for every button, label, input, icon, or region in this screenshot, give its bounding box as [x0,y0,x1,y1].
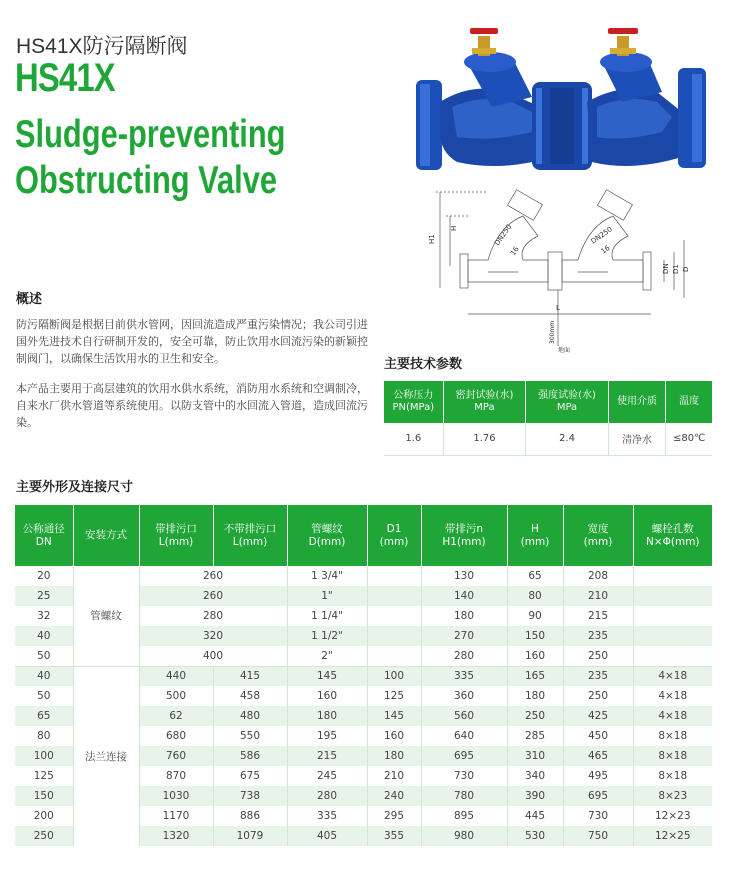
dims-col-header: 宽度 (mm) [563,505,633,566]
dims-col-header: D1 (mm) [367,505,421,566]
table-row: 50 500 458 160 125 360 180 250 4×18 [15,686,712,706]
dims-col-header: 螺栓孔数 N×Φ(mm) [633,505,712,566]
model-number: HS41X [15,56,115,100]
dims-col-header: 公称通径 DN [15,505,73,566]
tech-col-seal-test: 密封试验(水) MPa [443,381,526,423]
table-row: 250 1320 1079 405 355 980 530 750 12×25 [15,826,712,846]
label-h: H [450,225,458,231]
label-d1: D1 [672,264,680,274]
table-row: 150 1030 738 280 240 780 390 695 8×23 [15,786,712,806]
tech-col-medium: 使用介质 [608,381,666,423]
english-title [15,112,285,204]
label-dn250-right: DN250 [589,225,614,246]
overview-paragraph-1: 防污隔断阀是根据目前供水管网，因回流造成严重污染情况；我公司引进国外先进技术自行研制开发的，安全可靠，防止饮用水回流污染的新颖控制阀门，以确保生活饮用水的卫生和安全。 [16,318,368,365]
product-cn-title: HS41X防污隔断阀 [16,35,188,58]
table-row: 20 管螺纹 260 1 3/4" 130 65 208 [15,566,712,586]
label-16-right: 16 [599,243,612,256]
table-row: 25 260 1" 140 80 210 [15,586,712,606]
dimension-drawing [428,186,698,356]
table-row: 100 760 586 215 180 695 310 465 8×18 [15,746,712,766]
label-dn: DN [662,263,670,274]
tech-params-heading: 主要技术参数 [384,357,463,372]
dimensions-heading: 主要外形及连接尺寸 [16,480,134,495]
dims-col-header: 带排污口 L(mm) [139,505,213,566]
table-row: 40 法兰连接 440 415 145 100 335 165 235 4×18 [15,666,712,686]
dims-col-header: 不带排污口 L(mm) [213,505,287,566]
table-row: 40 320 1 1/2" 270 150 235 [15,626,712,646]
dimensions-table [15,505,712,846]
dims-col-header: 管螺纹 D(mm) [287,505,367,566]
english-title-line-1: Sludge-preventing [15,113,286,156]
label-dn250-left: DN250 [493,222,514,248]
label-l: L [556,304,560,312]
table-row: 125 870 675 245 210 730 340 495 8×18 [15,766,712,786]
tech-row: 1.6 1.76 2.4 清净水 ≤80℃ [384,423,712,455]
tech-col-temperature: 温度 [666,381,712,423]
label-ground: 地面 [558,347,571,354]
install-method-flange: 法兰连接 [73,666,139,846]
table-row: 80 680 550 195 160 640 285 450 8×18 [15,726,712,746]
tech-col-pressure: 公称压力 PN(MPa) [384,381,443,423]
dims-col-header: 带排污n H1(mm) [421,505,507,566]
table-row: 50 400 2" 280 160 250 [15,646,712,666]
table-row: 32 280 1 1/4" 180 90 215 [15,606,712,626]
table-row: 200 1170 886 335 295 895 445 730 12×23 [15,806,712,826]
overview-heading: 概述 [16,292,43,307]
overview-paragraph-2: 本产品主要用于高层建筑的饮用水供水系统，消防用水系统和空调制冷，自来水厂供水管道等系统使用。以防支管中的水回流入管道，造成回流污染。 [16,382,368,429]
label-300mm: 300mm [549,320,556,344]
install-method-thread: 管螺纹 [73,566,139,666]
table-row: 65 62 480 180 145 560 250 425 4×18 [15,706,712,726]
tech-col-strength-test: 强度试验(水) MPa [526,381,609,423]
label-h1: H1 [428,234,436,244]
dims-col-header: H (mm) [507,505,563,566]
label-16-left: 16 [509,245,521,258]
valve-photo [412,22,710,190]
tech-params-table [384,381,712,456]
dims-col-header: 安装方式 [73,505,139,566]
label-d: D [682,266,690,272]
english-title-line-2: Obstructing Valve [15,159,277,202]
